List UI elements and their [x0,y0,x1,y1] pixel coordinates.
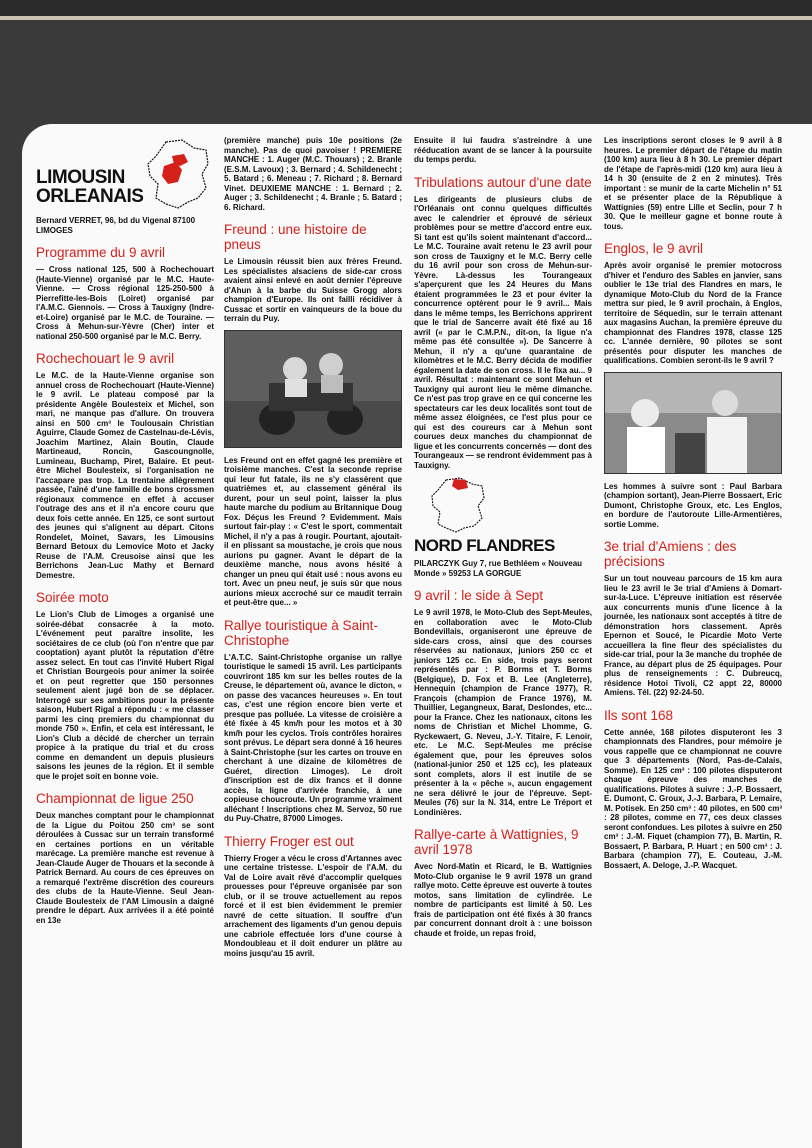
heading-rallye: Rallye touristique à Saint-Christophe [224,617,378,648]
photo-caption: Les hommes à suivre sont : Paul Barbara (champion sortant), Jean-Pierre Bossaert, Eric Dumont, Christophe Groux, etc. Les Englos, en bordure de l'autoroute Lille-Armentières, sortie Lomme. [604,481,782,529]
column2-intro: (première manche) puis 10e positions (2e manche). Pas de quoi pavoiser ! PREMIERE MANCHE : 1. Auger (M.C. Thouars) ; 2. Branle (E.S.M. Lavoux) ; 3. Bernard ; 4. Schildenecht ; 5. Batard ; 6. Meneau ; 7. Richard ; 8. Bernard Vinet. DEUXIEME MANCHE : 1. Bernard ; 2. Auger ; 3. Schildenecht ; 4. Branle ; 5. Batard ; 6. Richard. [224,136,402,212]
france-map-nord-icon [428,476,488,534]
column4-intro: Les inscriptions seront closes le 9 avril à 8 heures. Le premier départ de l'étape du matin (100 km) aura lieu à 8 h 30. Le premier départ de l'étape de l'après-midi (120 km) aura lieu à 14 h 30 (ensuite de 2 en 2 minutes). Très important : se munir de la carte Michelin n° 51 et se présenter place de la République à Wattignies (59) entre Lille et Seclin, pour 7 h 30. Que le meilleur gagne et bonne route à tous. [604,136,782,231]
column-4 [604,136,782,873]
amiens-text: Sur un tout nouveau parcours de 15 km aura lieu le 23 avril le 3e trial d'Amiens à Domart-sur-la-Luce. L'épreuve initiation est réservée aux concurrents munis d'une licence à la journée, les nationaux sont acceptés à titre de démonstration hors classement. Après Epernon et Soucé, le Picardie Moto Verte accueillera la fine fleur des spécialistes du side-car trial, pour la 3e manche du trophée de France, au départ plus de 25 équipages. Pour plus de renseignements : C. Dubreucq, résidence Hotoi Tivoli, C2 appt 22, 80000 Amiens. Tél. (22) 92-24-50. [604,574,782,697]
magazine-page [22,124,812,1148]
heading-amiens: 3e trial d'Amiens : des précisions [604,539,737,569]
froger-text: Thierry Froger a vécu le cross d'Artannes avec une certaine tristesse. L'espoir de l'A.M. du Val de Loire avait rêvé d'accomplir quelques prouesses pour l'épreuve organisée par son club, or il se trouve actuellement au repos forcé et il est bien évidemment le premier navré de cette situation. Il souffre d'un arrachement des ligaments d'un genou depuis une cabriole effectuée lors d'une course à Mondoubleau et il doit endurer un plâtre au moins jusqu'au 15 avril. [224,853,402,958]
column3-intro: Ensuite il lui faudra s'astreindre à une rééducation avant de se lancer à la poursuite du temps perdu. [414,136,592,164]
soiree-text: Le Lion's Club de Limoges a organisé une soirée-débat consacrée à la moto. L'événement peut paraître insolite, les sociétaires de ce club (où l'on n'entre que par cooptation) ayant plutôt la réputation d'être assez select. En tout cas l'invité Hubert Rigal et Christian Bourgeois pour animer la soirée et on peut regretter que 150 personnes seulement aient jugé bon de se déplacer. Interrogé sur ses ambitions pour la présente saison, Hubert Rigal a répondu : « me classer parmi les cinq premiers du championnat du monde 750 ». Enfin, et cela est intéressant, le Lion's Club a décidé de chercher un terrain propice à la pratique du trial et du cross comme en demandent un depuis plusieurs saisons les jeunes de la région. Et il semble que le projet soit en bonne voie. [36,610,214,781]
freund-text: Le Limousin réussit bien aux frères Freund. Les spécialistes alsaciens de side-car cross avaient ainsi enlevé en août dernier l'épreuve d'Ahun à la barbe du Suisse Grogg alors champion d'Europe. Ils ont failli récidiver à Cussac et sortir en vainqueurs de la boue du terrain du Puy. [224,257,402,323]
heading-rochechouart: Rochechouart le 9 avril [36,351,175,366]
column-1 [36,136,214,928]
heading-tribulations: Tribulations autour d'une date [414,174,592,190]
championnat-text: Deux manches comptant pour le championnat de la Ligue du Poitou 250 cm³ se sont déroulées à Cussac sur un terrain transformé en certaines portions en un véritable marécage. La première manche est revenue à Jean-Claude Auger de Thouars et la seconde à Patrick Bernard. Au cours de ces épreuves on a remarqué l'extrême discrétion des coureurs des clubs de la Haute-Vienne. Seul Jean-Claude Boulesteix de l'AM Limousin a daigné prendre le départ. Aux arrivées il a été pointé en 13e [36,811,214,925]
heading-programme: Programme du 9 avril [36,245,166,260]
sept-text: Le 9 avril 1978, le Moto-Club des Sept-Meules, en collaboration avec le Moto-Club Bondevillais, organiseront une épreuve de side-cars cross, ainsi que des courses réservées au nationaux, juniors 250 cc et juniors 125 cc. En side, trois pays seront représentés par : P. Borms et T. Borms (Belgique), D. Fox et B. Lee (Angleterre), Hennequin (champion de France 1977), R. François (champion de France 1976), M. Thuillier, Legangneux, Barat, Deslondes, etc... pour la France. Chez les nationaux, citons les noms de Christian et Michel Lhomme, G. Ryckewaert, G. Neveu, J.-Y. Titaire, F. Lenoir, etc. Le M.C. Sept-Meules me précise également que, pour les épreuves solos (national-junior 250 et 125 cc), les plateaux sont complets, alors il est inutile de se présenter à la « pêche », aucun engagement ne sera délivré le jour de l'épreuve. Sept-Meules (76) sur la N. 314, entre Le Tréport et Londinières. [414,608,592,817]
nord-address: PILARCZYK Guy 7, rue Bethléem « Nouveau Monde » 59253 LA GORGUE [414,559,583,578]
wattignies-text: Avec Nord-Matin et Ricard, le B. Wattignies Moto-Club organise le 9 avril 1978 un grand rallye moto. Cette épreuve est ouverte à toutes motos, sans limitation de cylindrée. Le nombre de participants est limité à 50. Les frais de participation ont été fixés à 30 francs par concurrent donnant droit à : une boisson chaude et froide, un repas froid, [414,862,592,938]
heading-wattignies: Rallye-carte à Wattignies, 9 avril 1978 [414,827,579,857]
heading-168: Ils sont 168 [604,707,674,723]
column-3 [414,136,592,941]
correspondent-address: Bernard VERRET, 96, bd du Vigenal 87100 LIMOGES [36,216,196,235]
riders-photo [604,372,782,474]
s168-text: Cette année, 168 pilotes disputeront les 3 championnats des Flandres, pour mémoire je vous rappelle que ce championnat ne couvre que 3 départements (Nord, Pas-de-Calais, Somme). En 125 cm³ : 100 pilotes disputeront chaque épreuve des manches de qualifications. Pilotes à suivre : J.-P. Bossaert, E. Dumont, C. Groux, J.-J. Barbara, P. Lemaire, M. Potisek. En 250 cm³ : 40 pilotes, en 500 cm³ : 28 pilotes, comme en 77, ces deux classes seront confondues. Les pilotes à suivre en 250 cm³ : J.-M. Fiquet (champion 77), B. Martin, R. Bossaert, P. Barbara, P. Huart ; en 500 cm³ : J. Barbara (champion 77), E. Couteau, J.-M. Bossaert, A. Deloge, J.-P. Wacquet. [604,727,782,870]
region-title-line2: ORLEANAIS [36,186,144,207]
france-map-icon [144,138,212,210]
englos-text: Après avoir organisé le premier motocross d'hiver et l'enduro des Sables en janvier, sans oublier le 13e trial des Flandres en mars, le dynamique Moto-Club du Nord de la France mettra sur pied, le 9 avril prochain, à Englos, territoire de Séquedin, sur le terrain attenant aux magasins Auchan, la première épreuve du championnat des Flandres 1978, classe 125 cc. L'année dernière, 90 pilotes se sont présentés pour disputer les manches de qualifications. Combien seront-ils le 9 avril ? [604,261,782,365]
tribulations-text: Les dirigeants de plusieurs clubs de l'Orléanais ont connu quelques difficultés avec le calendrier et éprouvé de sérieux problèmes pour se mettre d'accord entre eux. Si tant est qu'ils soient maintenant d'accord... Le M.C. Touraine avait retenu le 23 avril pour son cross de Tauxigny et le M.C. Berry celle du 16 avril pour son cross de Mehun-sur-Yèvre. Là-dessus les Tourangeaux s'aperçurent que les 24 Heures du Mans étaient programmées le 23 et pour éviter la concurrence optèrent pour le 9 avril... Mais dans le même temps, les Berrichons apprirent que le trial de Sancerre avait été fixé au 16 avril (« par le C.M.P.N., dit-on, la ligue n'a même pas été consultée »). De Sancerre à Mehun, il n'y a qu'une quarantaine de kilomètres et le M.C. Berry décida de modifier également la date de son cross. Il le fixa au... 9 avril. Résultat : maintenant ce sont Mehun et Tauxigny qui auront lieu le même dimanche. Ce n'est pas trop grave en ce qui concerne les spectateurs car les deux localités sont tout de même assez éloignées, ce l'est plus pour ce qui est des coureurs car à Mehun sont courues deux manches du championnat de ligue et les concurrents concernés — dont des Tourangeaux — se rendront évidemment pas à Tauxigny. [414,194,592,470]
rallye-text: L'A.T.C. Saint-Christophe organise un rallye touristique le samedi 15 avril. Les participants couvriront 185 km sur les belles routes de la Creuse, le département où, avance le dicton, « on passe des vacances heureuses ». En tout cas, c'est une région encore bien verte et presque pas polluée. La vitesse de croisière a été fixée à 45 km/h pour les motos et à 30 km/h pour les cyclos. Trois contrôles horaires sont prévus. Le départ sera donné à 16 heures à Saint-Christophe (sur les cartes on trouve en cherchant à une dizaine de kilomètres de Guéret, direction Limoges). Le droit d'inscription est de dix francs et il donne accès, la ligne d'arrivée franchie, à une copieuse choucroute. Un programme vraiment alléchant ! Inscriptions chez M. Servoz, 50 rue du Puy-Chatre, 87000 Limoges. [224,652,402,823]
heading-sept: 9 avril : le side à Sept [414,588,544,603]
region-header-limousin [36,138,214,212]
column-2 [224,136,402,961]
heading-soiree: Soirée moto [36,590,109,605]
region-title-line1: LIMOUSIN [36,167,125,188]
region-title-nord: NORD FLANDRES [414,536,555,555]
heading-englos: Englos, le 9 avril [604,241,704,256]
strip-line [0,16,812,20]
freund-text-2: Les Freund ont en effet gagné les première et troisième manches. C'est la seconde reprise qui leur fut fatale, ils ne s'y classèrent que quatrièmes et, au classement général ils durent, pour un seul point, laisser la plus haute marche du podium au Britannique Doug Fox. Déçus les Freund ? Evidemment. Mais surtout fair-play : « C'est le sport, commentait Michel, il n'y a pas à rougir. Pourtant, ajoutait-il en plissant sa moustache, je crois que nous aurions pu gagner. Avant le départ de la deuxième manche, nous avons hésité à changer un pneu qui était usé : nous avons eu tort. Avec un pneu neuf, je suis sûr que nous aurions mieux accroché sur ce maudit terrain et peut-être que... » [224,455,402,607]
heading-froger: Thierry Froger est out [224,833,354,849]
rochechouart-text: Le M.C. de la Haute-Vienne organise son annuel cross de Rochechouart (Haute-Vienne) le 9 avril. Le plateau composé par la présidente Angèle Boulesteix et Michel, son mari, ne manque pas d'allure. On trouvera ainsi en 500 cm³ le Toulousain Christian Aguirre, Claude Gomez de Castelnau-de-Lévis, Joachim Martinez, Alain Boutin, Claude Martineaud, Roncin, Gascoungnolle, Lumineau, Buchamp, Piret, Balaire. Et peut-être Michel Boulesteix, si l'organisation ne l'accapare pas trop. La trentaine allègrement passée, l'aîné d'une famille de bons crossmen régionaux commence en effet à accuser l'outrage des ans et il n'a encore couru que deux fois cette année. En 125, ce sont surtout des jeunes qui s'alignent au départ. Citons Rondelet, Moinet, Savars, les Limousins Bernard Betoux du Lemovice Moto et Jacky Reuse de l'A.M. Creusoise ainsi que les Berrichons Jean-Luc Mathy et Bernard Demestre. [36,371,214,580]
programme-text: — Cross national 125, 500 à Rochechouart (Haute-Vienne) organisé par le M.C. Haute-Vienne. — Cross régional 125-250-500 à Pierrefitte-les-Bois (Loiret) organisé par l'A.M.C. Giennois. — Cross à Tauxigny (Indre-et-Loire) organisé par le M.C. de Touraine. — Cross à Mehun-sur-Yèvre (Cher) inter et national 250-500 organisé par le M.C. Berry. [36,265,214,341]
heading-freund: Freund : une histoire de pneus [224,222,367,252]
sidecar-photo [224,330,402,448]
heading-championnat: Championnat de ligue 250 [36,791,194,806]
